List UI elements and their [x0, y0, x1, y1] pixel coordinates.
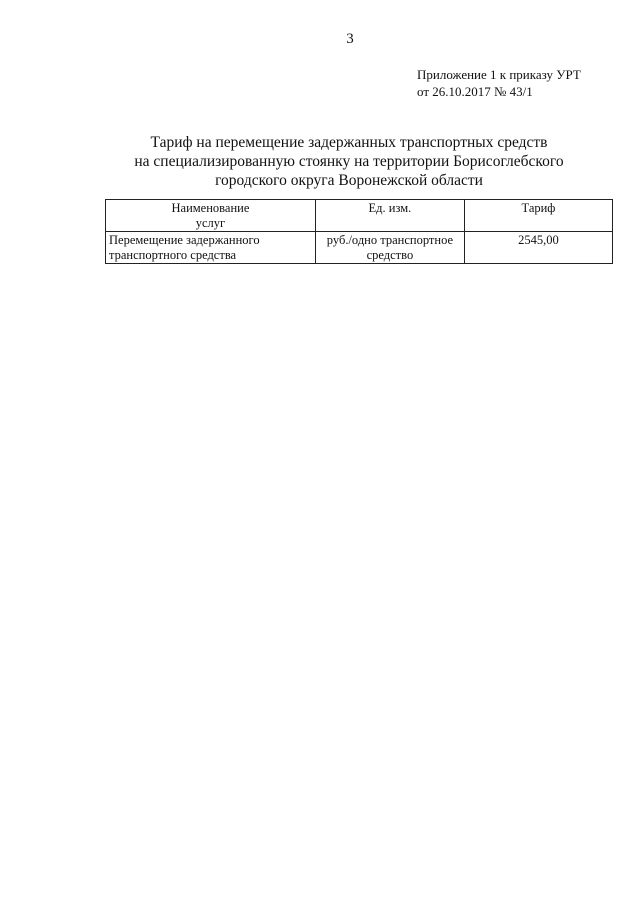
header-unit: Ед. изм.: [315, 200, 464, 232]
tariff-table: [105, 199, 613, 264]
document-title: [0, 133, 640, 190]
header-tariff: Тариф: [464, 200, 612, 232]
header-service-name-line-1: Наименование: [171, 201, 250, 215]
table-header-row: [106, 200, 613, 232]
cell-service-name: [106, 232, 316, 264]
page-number: 3: [346, 31, 354, 47]
cell-unit: [315, 232, 464, 264]
header-service-name: [106, 200, 316, 232]
cell-unit-line-2: средство: [366, 248, 414, 262]
cell-unit-line-1: руб./одно транспортное: [326, 233, 454, 247]
title-line-1: Тариф на перемещение задержанных транспортных средств: [150, 134, 548, 151]
title-line-3: городского округа Воронежской области: [215, 172, 483, 189]
appendix-line-2: от 26.10.2017 № 43/1: [417, 84, 533, 99]
appendix-reference: [417, 66, 581, 100]
appendix-line-1: Приложение 1 к приказу УРТ: [417, 67, 581, 82]
cell-service-name-line-2: транспортного средства: [109, 248, 237, 262]
title-line-2: на специализированную стоянку на территории Борисоглебского: [134, 153, 564, 170]
header-service-name-line-2: услуг: [195, 216, 226, 230]
cell-service-name-line-1: Перемещение задержанного: [109, 233, 260, 247]
cell-tariff: 2545,00: [464, 232, 612, 264]
table-row: [106, 232, 613, 264]
